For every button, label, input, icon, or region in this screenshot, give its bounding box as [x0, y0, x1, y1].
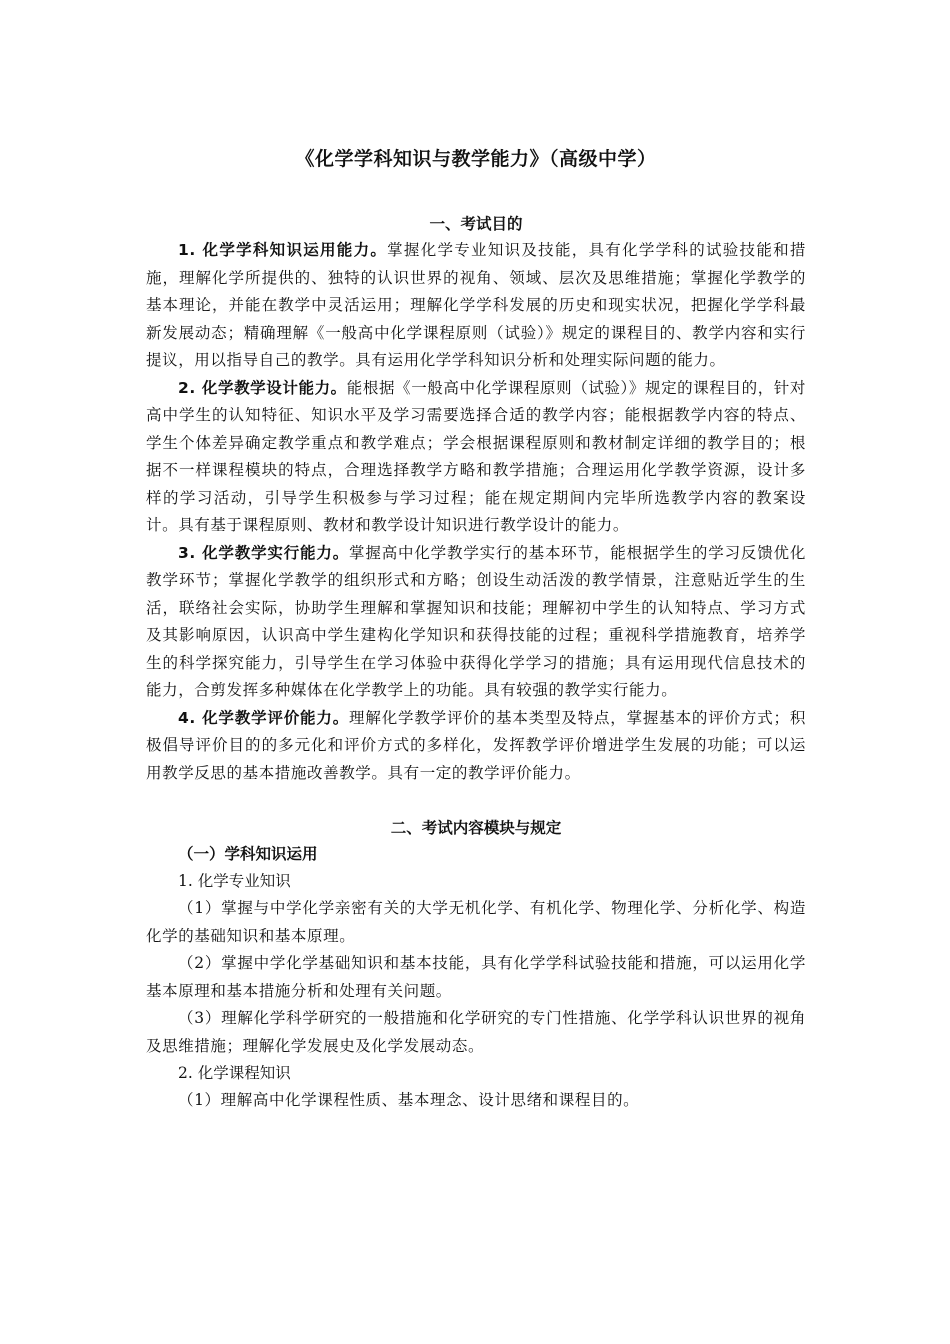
subsection-title: （一）学科知识运用 — [178, 845, 318, 863]
part-title-curriculum-knowledge: 2. 化学课程知识 — [178, 1064, 291, 1082]
part-title-chemistry-knowledge: 1. 化学专业知识 — [178, 872, 291, 890]
paragraph-lead: 3. 化学教学实行能力。 — [178, 543, 350, 562]
paragraph-teaching-implementation — [146, 540, 806, 705]
paragraph-lead: 2. 化学教学设计能力。 — [178, 378, 347, 397]
paragraph-lead: 1. 化学学科知识运用能力。 — [178, 241, 388, 259]
list-item: （2）掌握中学化学基础知识和基本技能，具有化学学科试验技能和措施，可以运用化学基本原理和基本措施分析和处理有关问题。 — [146, 954, 806, 1000]
document-title: 《化学学科知识与教学能力》（高级中学） — [295, 148, 657, 170]
list-item: （1）理解高中化学课程性质、基本理念、设计思绪和课程目的。 — [178, 1091, 640, 1109]
paragraph-teaching-design — [146, 375, 806, 540]
paragraph-knowledge-application — [146, 237, 806, 375]
section-heading-exam-content: 二、考试内容模块与规定 — [390, 819, 562, 837]
list-item: （1）掌握与中学化学亲密有关的大学无机化学、有机化学、物理化学、分析化学、构造化学的基础知识和基本原理。 — [146, 899, 806, 945]
paragraph-teaching-evaluation — [146, 705, 806, 788]
paragraph-lead: 4. 化学教学评价能力。 — [178, 708, 350, 727]
paragraph-body: 能根据《一般高中化学课程原则（试验）》规定的课程目的，针对高中学生的认知特征、知识水平及学习需要选择合适的教学内容；能根据教学内容的特点、学生个体差异确定教学重点和教学难点；学会根据课程原则和教材制定详细的教学目的；根据不一样课程模块的特点，合理选择教学方略和教学措施；合理运用化学教学资源，设计多样的学习活动，引导学生积极参与学习过程；能在规定期间内完毕所选教学内容的教案设计。具有基于课程原则、教材和教学设计知识进行教学设计的能力。 — [146, 378, 806, 534]
document-page — [146, 145, 806, 1115]
section-heading-exam-purpose: 一、考试目的 — [429, 215, 523, 233]
list-item: （3）理解化学科学研究的一般措施和化学研究的专门性措施、化学学科认识世界的视角及思维措施；理解化学发展史及化学发展动态。 — [146, 1009, 806, 1055]
paragraph-body: 理解化学教学评价的基本类型及特点，掌握基本的评价方式；积极倡导评价目的的多元化和评价方式的多样化，发挥教学评价增进学生发展的功能；可以运用教学反思的基本措施改善教学。具有一定的教学评价能力。 — [146, 708, 806, 782]
paragraph-body: 掌握化学专业知识及技能，具有化学学科的试验技能和措施，理解化学所提供的、独特的认识世界的视角、领域、层次及思维措施；掌握化学教学的基本理论，并能在教学中灵活运用；理解化学学科发展的历史和现实状况，把握化学学科最新发展动态；精确理解《一般高中化学课程原则（试验）》规定的课程目的、教学内容和实行提议，用以指导自己的教学。具有运用化学学科知识分析和处理实际问题的能力。 — [146, 241, 806, 369]
paragraph-body: 掌握高中化学教学实行的基本环节，能根据学生的学习反馈优化教学环节；掌握化学教学的组织形式和方略；创设生动活泼的教学情景，注意贴近学生的生活，联络社会实际，协助学生理解和掌握知识和技能；理解初中学生的认知特点、学习方式及其影响原因，认识高中学生建构化学知识和获得技能的过程；重视科学措施教育，培养学生的科学探究能力，引导学生在学习体验中获得化学学习的措施；具有运用现代信息技术的能力，合剪发挥多种媒体在化学教学上的功能。具有较强的教学实行能力。 — [146, 543, 806, 699]
